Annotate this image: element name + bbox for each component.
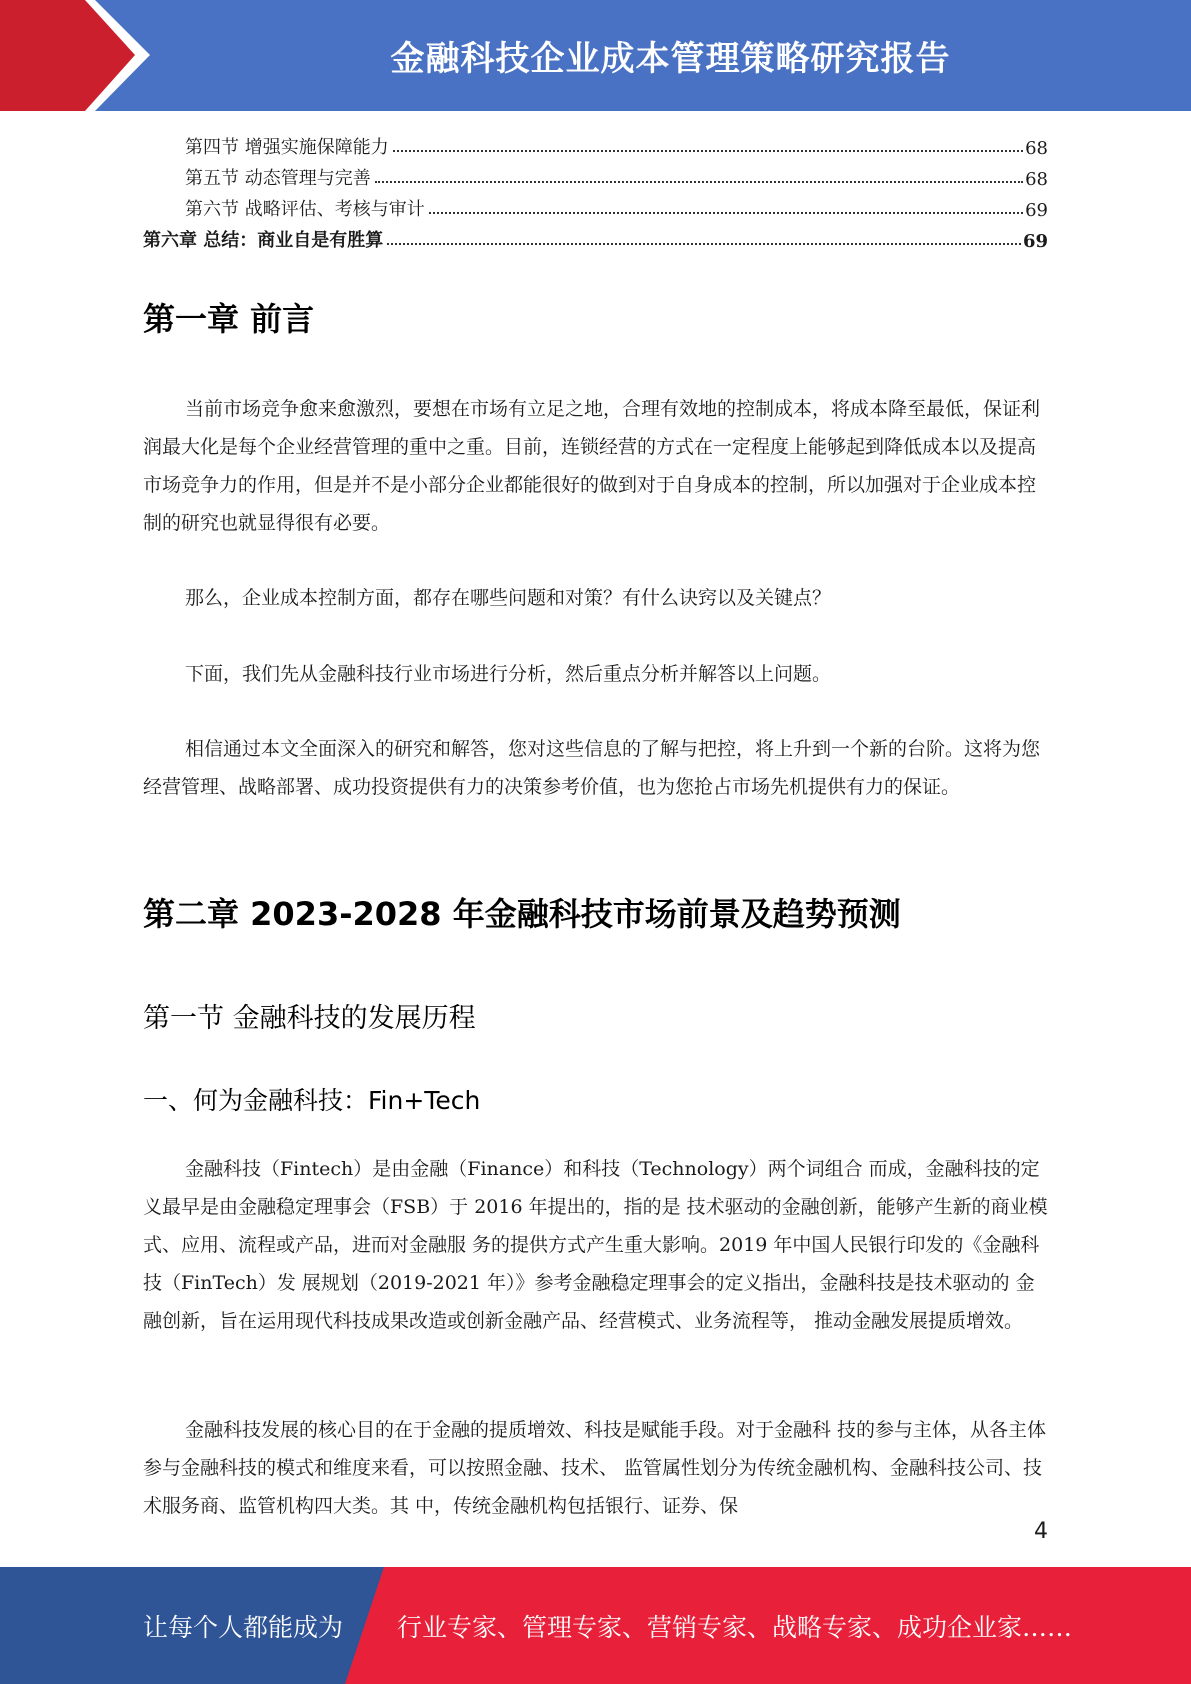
footer-slogan-left: 让每个人都能成为 [143, 1612, 344, 1642]
chapter-1-heading: 第一章 前言 [143, 300, 315, 338]
chapter-1-paragraph-2: 那么，企业成本控制方面，都存在哪些问题和对策？有什么诀窍以及关键点？ [185, 587, 832, 609]
toc-entry-page: 69 [1022, 231, 1048, 252]
table-of-contents [143, 128, 1048, 252]
toc-entry-label: 第四节 增强实施保障能力 [185, 137, 389, 158]
subsection-1-heading: 一、何为金融科技：Fin+Tech [143, 1086, 481, 1115]
toc-entry[interactable] [143, 128, 1048, 159]
chapter-1-paragraph-1: 当前市场竞争愈来愈激烈，要想在市场有立足之地，合理有效地的控制成本，将成本降至最低，保证利润最大化是每个企业经营管理的重中之重。目前，连锁经营的方式在一定程度上能够起到降低成本以及提高市场竞争力的作用，但是并不是小部分企业都能很好的做到对于自身成本的控制，所以加强对于企业成本控制的研究也就显得很有必要。 [143, 398, 1041, 534]
page-number: 4 [1034, 1519, 1048, 1544]
toc-dot-leader [375, 180, 1023, 183]
chapter-1-paragraph-4: 相信通过本文全面深入的研究和解答，您对这些信息的了解与把控，将上升到一个新的台阶。这将为您经营管理、战略部署、成功投资提供有力的决策参考价值，也为您抢占市场先机提供有力的保证。 [143, 738, 1041, 798]
page-footer [0, 1567, 1191, 1684]
chapter-1-paragraph-3: 下面，我们先从金融科技行业市场进行分析，然后重点分析并解答以上问题。 [185, 663, 832, 685]
toc-entry-page: 68 [1025, 138, 1048, 159]
toc-dot-leader [393, 149, 1023, 152]
chapter-2-paragraph-1: 金融科技（Fintech）是由金融（Finance）和科技（Technology）两个词组合 而成，金融科技的定义最早是由金融稳定理事会（FSB）于 2016 年提出的，指的是 技术驱动的金融创新，能够产生新的商业模式、应用、流程或产品，进而对金融服 务的提供方式产生重大影响。2019 年中国人民银行印发的《金融科技（FinTech）发 展规划（2019-2021 年）》参考金融稳定理事会的定义指出，金融科技是技术驱动的 金融创新，旨在运用现代科技成果改造或创新金融产品、经营模式、业务流程等， 推动金融发展提质增效。 [143, 1158, 1048, 1332]
section-1-heading: 第一节 金融科技的发展历程 [143, 1003, 476, 1034]
toc-entry[interactable] [143, 190, 1048, 221]
toc-dot-leader [429, 211, 1023, 214]
page-header [0, 0, 1191, 111]
toc-entry[interactable] [143, 159, 1048, 190]
chapter-2-heading: 第二章 2023-2028 年金融科技市场前景及趋势预测 [143, 895, 901, 933]
toc-entry-label: 第六章 总结：商业自是有胜算 [143, 230, 384, 251]
toc-entry-label: 第五节 动态管理与完善 [185, 168, 371, 189]
toc-dot-leader [387, 242, 1021, 245]
toc-entry-page: 69 [1025, 200, 1048, 221]
toc-entry-chapter[interactable] [143, 221, 1048, 252]
header-red-arrow-shape [0, 0, 150, 111]
report-title: 金融科技企业成本管理策略研究报告 [390, 39, 951, 79]
chapter-2-paragraph-2: 金融科技发展的核心目的在于金融的提质增效、科技是赋能手段。对于金融科 技的参与主体，从各主体参与金融科技的模式和维度来看，可以按照金融、技术、 监管属性划分为传统金融机构、金融科技公司、技术服务商、监管机构四大类。其 中，传统金融机构包括银行、证券、保 [143, 1419, 1047, 1517]
toc-entry-label: 第六节 战略评估、考核与审计 [185, 199, 425, 220]
toc-entry-page: 68 [1025, 169, 1048, 190]
footer-slogan-right: 行业专家、管理专家、营销专家、战略专家、成功企业家…… [397, 1612, 1073, 1642]
